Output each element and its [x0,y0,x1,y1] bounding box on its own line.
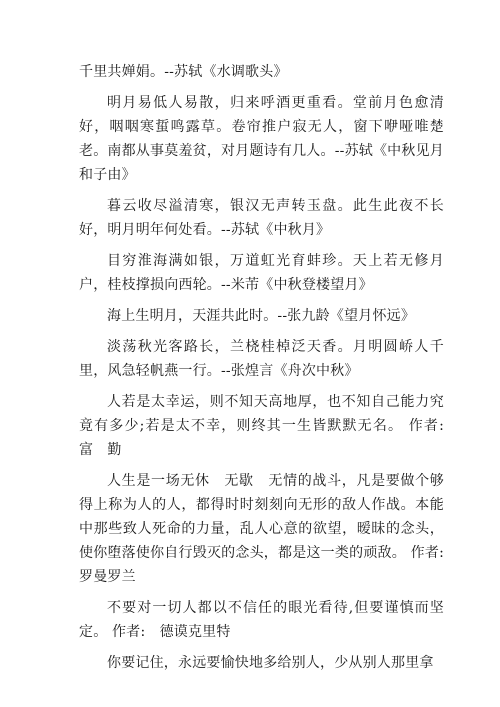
paragraph-10: 你要记住，永远要愉快地多给别人，少从别人那里拿 [107,655,434,671]
paragraph-1: 千里共婵娟。--苏轼《水调歌头》 [79,64,288,80]
paragraph-5: 海上生明月，天涯共此时。--张九龄《望月怀远》 [107,308,416,324]
paragraph-2: 明月易低人易散，归来呼酒更重看。堂前月色愈清好，咽咽寒蜇鸣露草。卷帘推户寂无人，窗下咿哑唯楚老。南都从事莫羞贫，对月题诗有几人。--苏轼《中秋见月和子由》 [79,95,444,183]
paragraph-4: 目穷淮海满如银，万道虹光育蚌珍。天上若无修月户，桂枝撑损向西轮。--米芾《中秋登楼望月》 [79,253,444,293]
paragraph-8: 人生是一场无休 无歇 无情的战斗，凡是要做个够得上称为人的人，都得时时刻刻向无形的敌人作战。本能中那些致人死命的力量，乱人心意的欲望，暧昧的念头，使你堕落使你自行毁灭的念头，都是这一类的顽敌。 作者: 罗曼罗兰 [79,473,459,585]
paragraph-3: 暮云收尽溢清寒，银汉无声转玉盘。此生此夜不长好，明月明年何处看。--苏轼《中秋月》 [79,198,444,238]
paragraph-7: 人若是太幸运，则不知天高地厚，也不知自己能力究竟有多少;若是太不幸，则终其一生皆默默无名。 作者: 富 勤 [79,394,459,458]
paragraph-6: 淡荡秋光客路长，兰桡桂棹泛天香。月明圆峤人千里，风急轻帆燕一行。--张煌言《舟次中秋》 [79,339,444,379]
paragraph-9: 不要对一切人都以不信任的眼光看待,但要谨慎而坚定。 作者: 德谟克里特 [79,600,444,640]
